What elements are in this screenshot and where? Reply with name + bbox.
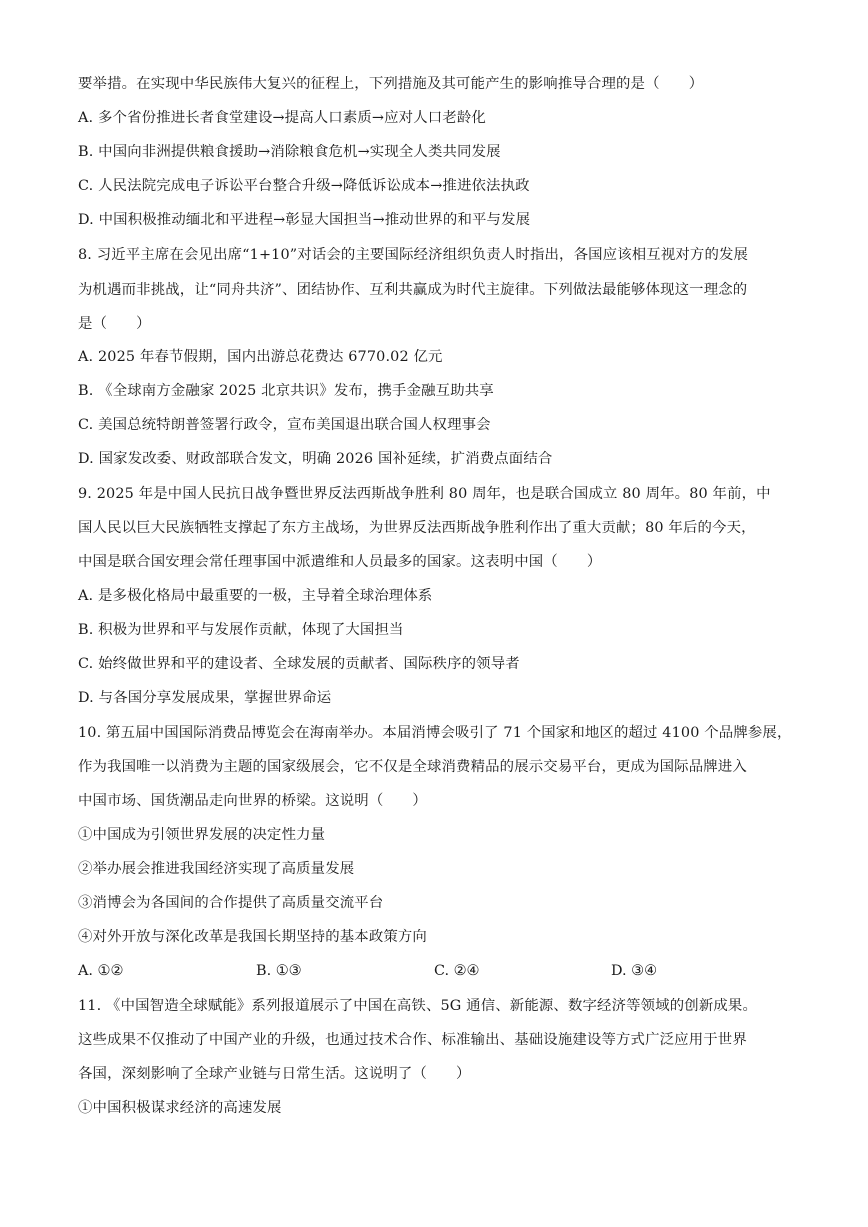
q10-stem-line-3: 中国市场、国货潮品走向世界的桥梁。这说明（ ） bbox=[78, 793, 427, 809]
q7-stem-tail: 要举措。在实现中华民族伟大复兴的征程上，下列措施及其可能产生的影响推导合理的是（ ） bbox=[78, 76, 704, 92]
q10-options-row bbox=[78, 961, 798, 981]
q11-stem-line-3: 各国，深刻影响了全球产业链与日常生活。这说明了（ ） bbox=[78, 1066, 471, 1082]
q8-option-d[interactable]: D. 国家发改委、财政部联合发文，明确 2026 国补延续，扩消费点面结合 bbox=[78, 451, 553, 467]
q10-option-c[interactable]: C. ②④ bbox=[434, 963, 480, 979]
q9-stem-line-1: 9. 2025 年是中国人民抗日战争暨世界反法西斯战争胜利 80 周年，也是联合国成立 80 周年。80 年前，中 bbox=[78, 486, 771, 502]
q7-option-b[interactable]: B. 中国向非洲提供粮食援助→消除粮食危机→实现全人类共同发展 bbox=[78, 144, 501, 160]
q8-option-b[interactable]: B. 《全球南方金融家 2025 北京共识》发布，携手金融互助共享 bbox=[78, 383, 494, 399]
q10-stem-line-2: 作为我国唯一以消费为主题的国家级展会，它不仅是全球消费精品的展示交易平台，更成为国际品牌进入 bbox=[78, 759, 747, 775]
q11-statement-1: ①中国积极谋求经济的高速发展 bbox=[78, 1100, 282, 1116]
q11-stem-line-1: 11. 《中国智造全球赋能》系列报道展示了中国在高铁、5G 通信、新能源、数字经济等领域的创新成果。 bbox=[78, 998, 757, 1014]
q7-option-d[interactable]: D. 中国积极推动缅北和平进程→彰显大国担当→推动世界的和平与发展 bbox=[78, 212, 531, 228]
q10-statement-3: ③消博会为各国间的合作提供了高质量交流平台 bbox=[78, 895, 384, 911]
q10-option-a[interactable]: A. ①② bbox=[78, 963, 124, 979]
q9-option-b[interactable]: B. 积极为世界和平与发展作贡献，体现了大国担当 bbox=[78, 622, 404, 638]
q10-statement-2: ②举办展会推进我国经济实现了高质量发展 bbox=[78, 861, 355, 877]
q9-stem-line-3: 中国是联合国安理会常任理事国中派遣维和人员最多的国家。这表明中国（ ） bbox=[78, 554, 602, 570]
q10-option-b[interactable]: B. ①③ bbox=[256, 963, 302, 979]
q8-stem-line-3: 是（ ） bbox=[78, 316, 151, 332]
q9-option-d[interactable]: D. 与各国分享发展成果，掌握世界命运 bbox=[78, 690, 332, 706]
q9-option-a[interactable]: A. 是多极化格局中最重要的一极，主导着全球治理体系 bbox=[78, 588, 433, 604]
q9-stem-line-2: 国人民以巨大民族牺牲支撑起了东方主战场，为世界反法西斯战争胜利作出了重大贡献；80 年后的今天， bbox=[78, 520, 756, 536]
q10-stem-line-1: 10. 第五届中国国际消费品博览会在海南举办。本届消博会吸引了 71 个国家和地区的超过 4100 个品牌参展， bbox=[78, 725, 792, 741]
q9-option-c[interactable]: C. 始终做世界和平的建设者、全球发展的贡献者、国际秩序的领导者 bbox=[78, 656, 520, 672]
q8-stem-line-1: 8. 习近平主席在会见出席“1+10”对话会的主要国际经济组织负责人时指出，各国应该相互视对方的发展 bbox=[78, 247, 749, 263]
q10-statement-4: ④对外开放与深化改革是我国长期坚持的基本政策方向 bbox=[78, 929, 427, 945]
q8-stem-line-2: 为机遇而非挑战，让“同舟共济”、团结协作、互利共赢成为时代主旋律。下列做法最能够体现这一理念的 bbox=[78, 282, 748, 298]
q8-option-c[interactable]: C. 美国总统特朗普签署行政令，宣布美国退出联合国人权理事会 bbox=[78, 417, 491, 433]
q10-statement-1: ①中国成为引领世界发展的决定性力量 bbox=[78, 827, 326, 843]
q8-option-a[interactable]: A. 2025 年春节假期，国内出游总花费达 6770.02 亿元 bbox=[78, 349, 443, 365]
q7-option-c[interactable]: C. 人民法院完成电子诉讼平台整合升级→降低诉讼成本→推进依法执政 bbox=[78, 178, 530, 194]
q10-option-d[interactable]: D. ③④ bbox=[611, 963, 657, 979]
q11-stem-line-2: 这些成果不仅推动了中国产业的升级，也通过技术合作、标准输出、基础设施建设等方式广泛应用于世界 bbox=[78, 1032, 747, 1048]
q7-option-a[interactable]: A. 多个省份推进长者食堂建设→提高人口素质→应对人口老龄化 bbox=[78, 110, 486, 126]
